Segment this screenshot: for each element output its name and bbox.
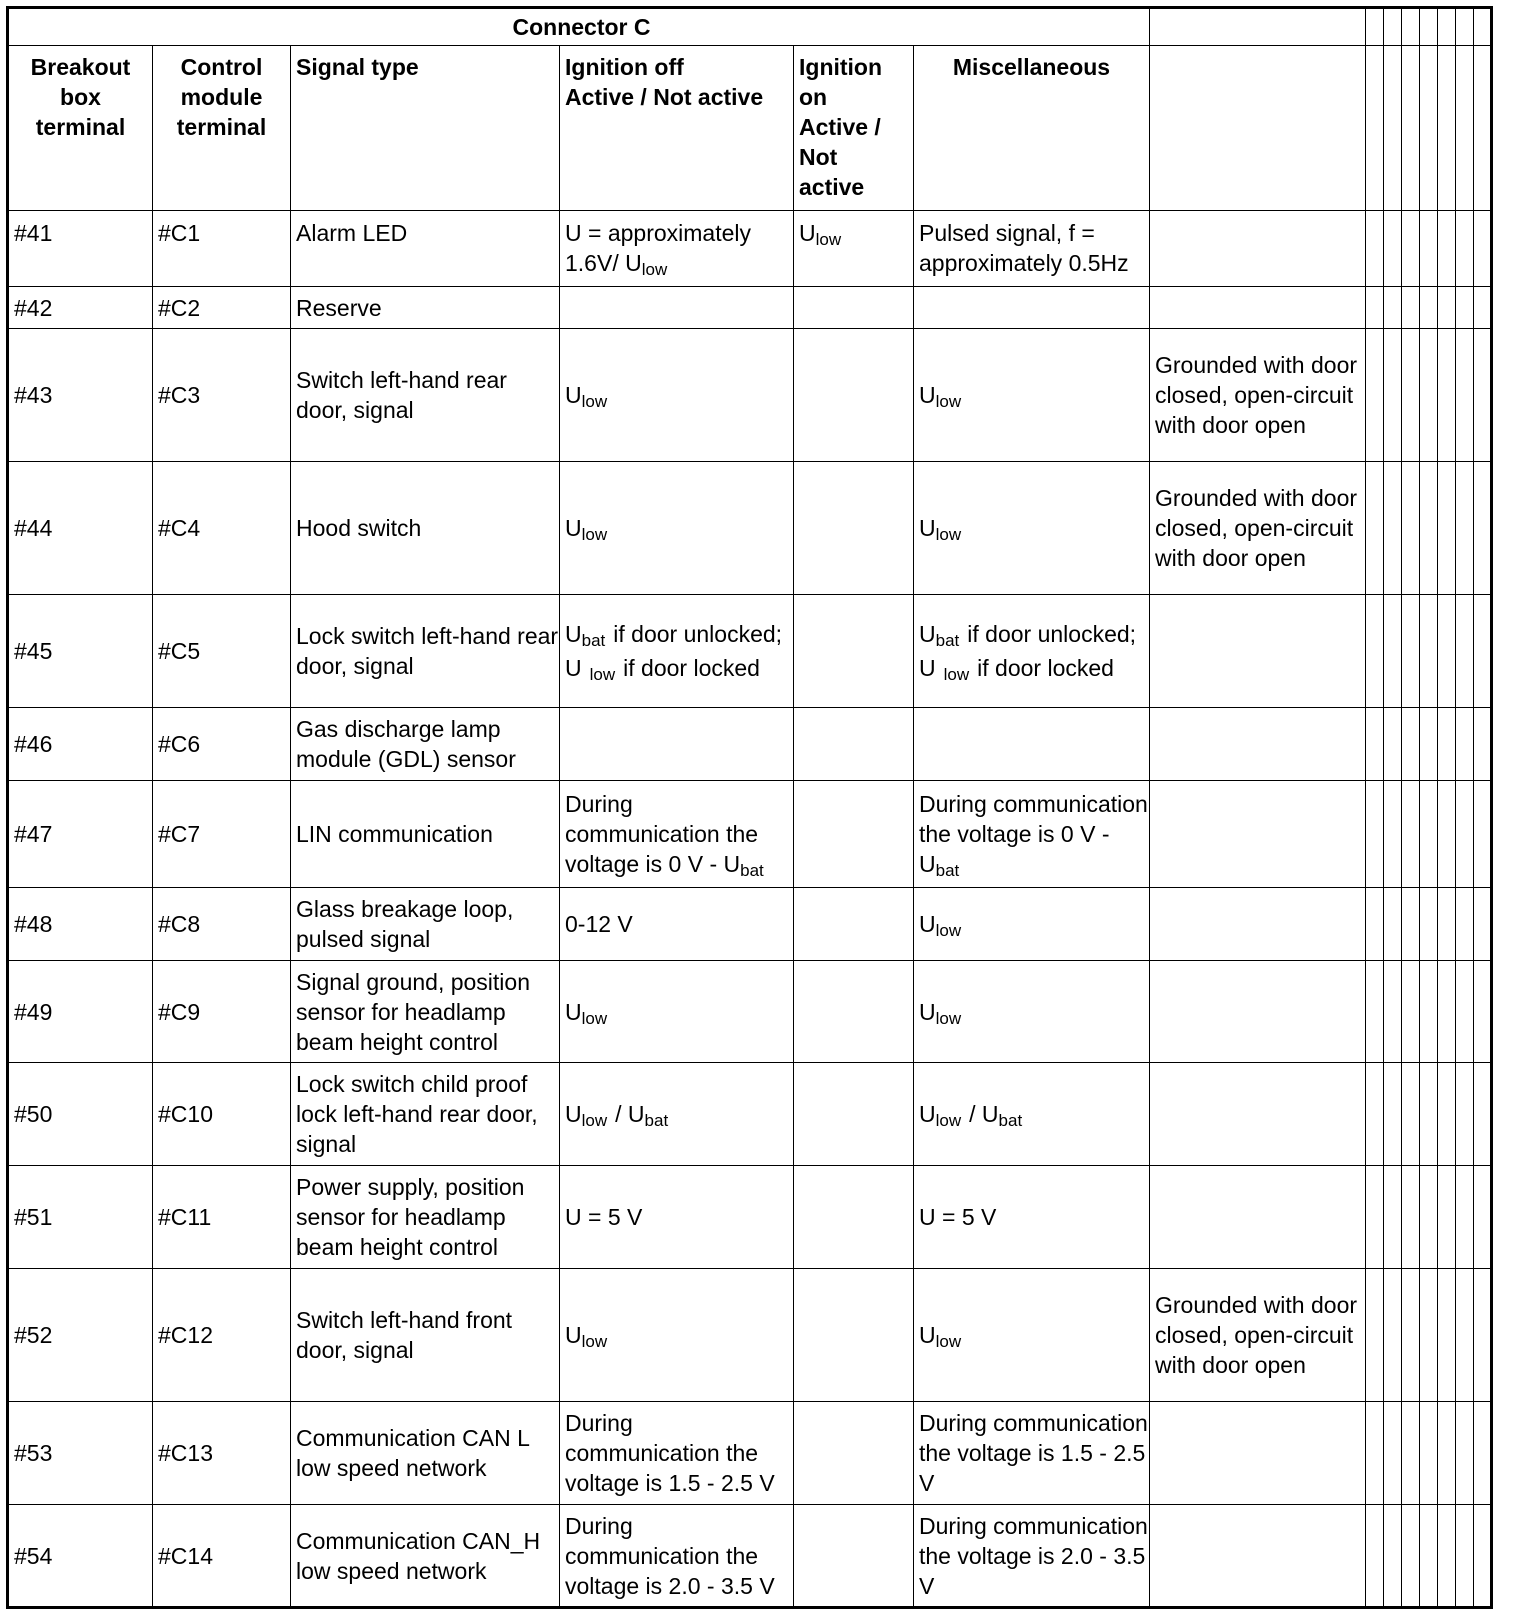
subscript: low xyxy=(581,1332,608,1351)
cell-ignition-on xyxy=(794,1063,914,1166)
value-text: U xyxy=(919,515,936,541)
table-row xyxy=(8,211,1492,287)
cell-signal: Alarm LED xyxy=(291,211,560,287)
empty-cell xyxy=(1384,708,1402,781)
subscript: low xyxy=(581,525,608,544)
cell-breakout: #43 xyxy=(8,329,153,462)
empty-cell xyxy=(1366,1269,1384,1402)
empty-cell xyxy=(1384,211,1402,287)
cell-ignition-off: During communication the voltage is 2.0 - 3.5 V xyxy=(560,1505,794,1608)
empty-cell xyxy=(1366,46,1384,211)
subscript: low xyxy=(935,392,962,411)
subscript: bat xyxy=(935,861,960,880)
empty-cell xyxy=(1438,46,1456,211)
cell-note xyxy=(1150,287,1366,329)
cell-note: Grounded with door closed, open-circuit with door open xyxy=(1150,1269,1366,1402)
cell-ignition-off: 0-12 V xyxy=(560,888,794,961)
empty-cell xyxy=(1402,888,1420,961)
empty-cell xyxy=(1474,287,1492,329)
cell-signal: Communication CAN L low speed network xyxy=(291,1402,560,1505)
empty-cell xyxy=(1384,1063,1402,1166)
empty-cell xyxy=(1402,708,1420,781)
empty-cell xyxy=(1438,1166,1456,1269)
empty-cell xyxy=(1474,708,1492,781)
table-row xyxy=(8,595,1492,708)
empty-cell xyxy=(1438,1063,1456,1166)
empty-cell xyxy=(1420,8,1438,46)
cell-ignition-on xyxy=(794,287,914,329)
cell-note xyxy=(1150,961,1366,1063)
cell-note xyxy=(1150,595,1366,708)
header-breakout xyxy=(8,46,153,211)
cell-breakout: #46 xyxy=(8,708,153,781)
empty-cell xyxy=(1384,1166,1402,1269)
subscript: low xyxy=(581,1008,608,1028)
empty-cell xyxy=(1438,708,1456,781)
empty-cell xyxy=(1456,8,1474,46)
table-title: Connector C xyxy=(8,8,1150,46)
empty-cell xyxy=(1474,1505,1492,1608)
empty-cell xyxy=(1420,1063,1438,1166)
cell-misc xyxy=(914,1063,1150,1166)
empty-cell xyxy=(1456,1166,1474,1269)
empty-cell xyxy=(1402,46,1420,211)
cell-misc xyxy=(914,462,1150,595)
table-row xyxy=(8,888,1492,961)
subscript: low xyxy=(935,1332,962,1351)
cell-ignition-on xyxy=(794,1166,914,1269)
cell-misc xyxy=(914,781,1150,888)
empty-cell xyxy=(1420,211,1438,287)
subscript: low xyxy=(581,1111,608,1130)
cell-control: #C10 xyxy=(153,1063,291,1166)
header-text: Active / xyxy=(799,114,881,140)
subscript: low xyxy=(815,230,842,249)
empty-cell xyxy=(1402,595,1420,708)
empty-cell xyxy=(1420,708,1438,781)
empty-cell xyxy=(1402,1505,1420,1608)
empty-cell xyxy=(1474,595,1492,708)
header-miscellaneous: Miscellaneous xyxy=(914,46,1150,211)
cell-control: #C14 xyxy=(153,1505,291,1608)
title-row xyxy=(8,8,1492,46)
table-row xyxy=(8,781,1492,888)
empty-cell xyxy=(1366,211,1384,287)
value-text: U xyxy=(565,621,582,647)
header-ignition-off xyxy=(560,46,794,211)
empty-cell xyxy=(1456,1269,1474,1402)
value-text: / U xyxy=(615,1101,645,1127)
cell-control: #C13 xyxy=(153,1402,291,1505)
empty-cell xyxy=(1474,1166,1492,1269)
empty-cell xyxy=(1456,781,1474,888)
cell-control: #C3 xyxy=(153,329,291,462)
cell-note xyxy=(1150,1063,1366,1166)
cell-note xyxy=(1150,1505,1366,1608)
cell-signal: Glass breakage loop, pulsed signal xyxy=(291,888,560,961)
empty-cell xyxy=(1438,211,1456,287)
empty-cell xyxy=(1384,781,1402,888)
cell-note xyxy=(1150,708,1366,781)
cell-breakout: #52 xyxy=(8,1269,153,1402)
value-text: During communication the voltage is 0 V - U xyxy=(919,791,1148,877)
empty-cell xyxy=(1474,888,1492,961)
empty-cell xyxy=(1438,961,1456,1063)
header-row xyxy=(8,46,1492,211)
cell-ignition-on xyxy=(794,595,914,708)
cell-signal: Power supply, position sensor for headlamp beam height control xyxy=(291,1166,560,1269)
empty-cell xyxy=(1456,708,1474,781)
table-row xyxy=(8,1402,1492,1505)
cell-ignition-on xyxy=(794,1505,914,1608)
header-text: active xyxy=(799,174,865,200)
cell-control: #C11 xyxy=(153,1166,291,1269)
header-text: Control xyxy=(180,54,263,80)
empty-cell xyxy=(1420,46,1438,211)
empty-cell xyxy=(1474,1269,1492,1402)
subscript: low xyxy=(581,392,608,411)
empty-cell xyxy=(1384,961,1402,1063)
cell-breakout: #50 xyxy=(8,1063,153,1166)
empty-cell xyxy=(1456,888,1474,961)
header-ignition-on xyxy=(794,46,914,211)
cell-ignition-on xyxy=(794,781,914,888)
value-text: U xyxy=(565,998,582,1025)
empty-cell xyxy=(1456,46,1474,211)
subscript: low xyxy=(935,1111,962,1130)
header-text: box xyxy=(60,84,101,110)
value-text: U xyxy=(919,998,936,1025)
cell-breakout: #48 xyxy=(8,888,153,961)
cell-control: #C4 xyxy=(153,462,291,595)
empty-cell xyxy=(1366,8,1384,46)
empty-cell xyxy=(1420,462,1438,595)
empty-cell xyxy=(1438,1402,1456,1505)
empty-cell xyxy=(1420,595,1438,708)
cell-control: #C5 xyxy=(153,595,291,708)
empty-cell xyxy=(1384,1402,1402,1505)
cell-ignition-off xyxy=(560,961,794,1063)
empty-cell xyxy=(1456,595,1474,708)
value-text: U xyxy=(799,220,816,246)
empty-cell xyxy=(1402,8,1420,46)
empty-cell xyxy=(1438,1269,1456,1402)
value-text: if door locked xyxy=(977,655,1114,681)
value-text: U xyxy=(919,1322,936,1348)
empty-cell xyxy=(1474,211,1492,287)
subscript: bat xyxy=(935,631,960,650)
cell-note xyxy=(1150,888,1366,961)
empty-cell xyxy=(1384,1505,1402,1608)
empty-cell xyxy=(1402,1269,1420,1402)
cell-signal: Switch left-hand front door, signal xyxy=(291,1269,560,1402)
subscript: low xyxy=(935,921,962,940)
value-text: U xyxy=(565,382,582,408)
subscript: low xyxy=(943,665,970,684)
empty-cell xyxy=(1456,462,1474,595)
empty-cell xyxy=(1402,462,1420,595)
cell-ignition-off xyxy=(560,462,794,595)
cell-breakout: #49 xyxy=(8,961,153,1063)
empty-cell xyxy=(1402,781,1420,888)
header-text: Not xyxy=(799,144,838,170)
table-row xyxy=(8,708,1492,781)
empty-cell xyxy=(1438,781,1456,888)
empty-cell xyxy=(1474,1402,1492,1505)
cell-control: #C2 xyxy=(153,287,291,329)
empty-cell xyxy=(1384,46,1402,211)
cell-ignition-on xyxy=(794,1402,914,1505)
cell-ignition-on xyxy=(794,1269,914,1402)
subscript: bat xyxy=(998,1111,1023,1130)
connector-c-table xyxy=(6,6,1493,1609)
cell-ignition-off xyxy=(560,287,794,329)
cell-misc xyxy=(914,708,1150,781)
value-text: U xyxy=(919,621,936,647)
empty-cell xyxy=(1420,888,1438,961)
cell-breakout: #53 xyxy=(8,1402,153,1505)
subscript: bat xyxy=(644,1111,669,1130)
subscript: bat xyxy=(581,631,606,650)
cell-ignition-off xyxy=(560,1269,794,1402)
cell-breakout: #45 xyxy=(8,595,153,708)
empty-cell xyxy=(1402,329,1420,462)
cell-breakout: #51 xyxy=(8,1166,153,1269)
cell-breakout: #54 xyxy=(8,1505,153,1608)
empty-cell xyxy=(1384,595,1402,708)
cell-ignition-off xyxy=(560,211,794,287)
cell-control: #C1 xyxy=(153,211,291,287)
empty-cell xyxy=(1366,1063,1384,1166)
value-text: if door unlocked; U xyxy=(919,621,1137,681)
subscript: low xyxy=(589,665,616,684)
empty-cell xyxy=(1366,595,1384,708)
cell-ignition-off xyxy=(560,781,794,888)
value-text: if door unlocked; U xyxy=(565,621,783,681)
empty-cell xyxy=(1474,329,1492,462)
table-row xyxy=(8,961,1492,1063)
empty-cell xyxy=(1366,781,1384,888)
value-text: U xyxy=(919,1101,936,1127)
cell-ignition-on xyxy=(794,888,914,961)
cell-signal: Lock switch left-hand rear door, signal xyxy=(291,595,560,708)
cell-control: #C12 xyxy=(153,1269,291,1402)
empty-cell xyxy=(1384,888,1402,961)
empty-cell xyxy=(1384,329,1402,462)
header-text: terminal xyxy=(35,114,126,140)
cell-breakout: #41 xyxy=(8,211,153,287)
empty-cell xyxy=(1150,8,1366,46)
header-text: Ignition xyxy=(799,54,883,80)
table-row xyxy=(8,1166,1492,1269)
empty-cell xyxy=(1474,462,1492,595)
cell-signal: Signal ground, position sensor for headlamp beam height control xyxy=(291,961,560,1063)
empty-cell xyxy=(1366,462,1384,595)
cell-misc xyxy=(914,961,1150,1063)
cell-ignition-off xyxy=(560,708,794,781)
empty-cell xyxy=(1456,1505,1474,1608)
empty-cell xyxy=(1420,1402,1438,1505)
empty-cell xyxy=(1366,888,1384,961)
empty-cell xyxy=(1456,287,1474,329)
header-text: Breakout xyxy=(30,54,131,80)
cell-signal: Communication CAN_H low speed network xyxy=(291,1505,560,1608)
cell-ignition-off xyxy=(560,595,794,708)
empty-cell xyxy=(1420,287,1438,329)
cell-note: Grounded with door closed, open-circuit with door open xyxy=(1150,329,1366,462)
cell-misc xyxy=(914,888,1150,961)
cell-note xyxy=(1150,1402,1366,1505)
table-row xyxy=(8,329,1492,462)
header-signal: Signal type xyxy=(291,46,560,211)
empty-cell xyxy=(1474,8,1492,46)
cell-ignition-off xyxy=(560,1063,794,1166)
empty-cell xyxy=(1402,211,1420,287)
empty-cell xyxy=(1402,1063,1420,1166)
cell-misc xyxy=(914,329,1150,462)
cell-signal: Switch left-hand rear door, signal xyxy=(291,329,560,462)
cell-note xyxy=(1150,1166,1366,1269)
empty-cell xyxy=(1456,1402,1474,1505)
cell-ignition-off xyxy=(560,329,794,462)
empty-cell xyxy=(1438,287,1456,329)
header-text: Ignition off xyxy=(565,54,684,80)
empty-cell xyxy=(1366,708,1384,781)
empty-cell xyxy=(1366,1505,1384,1608)
header-text: Active / Not active xyxy=(565,84,764,110)
empty-cell xyxy=(1438,1505,1456,1608)
empty-cell xyxy=(1366,961,1384,1063)
value-text: U xyxy=(565,515,582,541)
cell-misc: During communication the voltage is 2.0 - 3.5 V xyxy=(914,1505,1150,1608)
cell-control: #C8 xyxy=(153,888,291,961)
cell-misc: Pulsed signal, f = approximately 0.5Hz xyxy=(914,211,1150,287)
empty-cell xyxy=(1366,1402,1384,1505)
cell-control: #C9 xyxy=(153,961,291,1063)
empty-cell xyxy=(1402,287,1420,329)
cell-misc xyxy=(914,287,1150,329)
empty-cell xyxy=(1420,1269,1438,1402)
value-text: / U xyxy=(969,1101,999,1127)
value-text: U xyxy=(565,1101,582,1127)
table-row xyxy=(8,1063,1492,1166)
header-text: module xyxy=(180,84,263,110)
empty-cell xyxy=(1438,8,1456,46)
empty-cell xyxy=(1420,329,1438,462)
cell-control: #C6 xyxy=(153,708,291,781)
value-text: U = approximately 1.6V/ U xyxy=(565,220,751,276)
empty-cell xyxy=(1438,595,1456,708)
subscript: low xyxy=(641,260,668,279)
cell-ignition-on xyxy=(794,329,914,462)
cell-control: #C7 xyxy=(153,781,291,888)
empty-cell xyxy=(1150,46,1366,211)
empty-cell xyxy=(1366,287,1384,329)
cell-ignition-off: U = 5 V xyxy=(560,1166,794,1269)
empty-cell xyxy=(1438,888,1456,961)
cell-signal: Hood switch xyxy=(291,462,560,595)
empty-cell xyxy=(1366,329,1384,462)
cell-note xyxy=(1150,781,1366,888)
empty-cell xyxy=(1420,1505,1438,1608)
cell-ignition-on xyxy=(794,462,914,595)
empty-cell xyxy=(1420,781,1438,888)
table-row xyxy=(8,462,1492,595)
empty-cell xyxy=(1474,961,1492,1063)
empty-cell xyxy=(1366,1166,1384,1269)
cell-misc xyxy=(914,1269,1150,1402)
empty-cell xyxy=(1402,961,1420,1063)
empty-cell xyxy=(1384,287,1402,329)
empty-cell xyxy=(1438,462,1456,595)
empty-cell xyxy=(1438,329,1456,462)
cell-signal: LIN communication xyxy=(291,781,560,888)
header-text: terminal xyxy=(176,114,267,140)
empty-cell xyxy=(1456,211,1474,287)
empty-cell xyxy=(1402,1402,1420,1505)
value-text: During communication the voltage is 0 V - U xyxy=(565,791,759,877)
value-text: U xyxy=(919,911,936,937)
cell-signal: Gas discharge lamp module (GDL) sensor xyxy=(291,708,560,781)
cell-misc: U = 5 V xyxy=(914,1166,1150,1269)
cell-misc: During communication the voltage is 1.5 - 2.5 V xyxy=(914,1402,1150,1505)
empty-cell xyxy=(1474,781,1492,888)
empty-cell xyxy=(1384,462,1402,595)
cell-ignition-on xyxy=(794,211,914,287)
cell-breakout: #42 xyxy=(8,287,153,329)
empty-cell xyxy=(1384,8,1402,46)
connector-table-wrapper xyxy=(6,6,1493,1609)
header-text: on xyxy=(799,84,828,110)
cell-misc xyxy=(914,595,1150,708)
empty-cell xyxy=(1456,1063,1474,1166)
header-control xyxy=(153,46,291,211)
subscript: low xyxy=(935,1008,962,1028)
cell-ignition-on xyxy=(794,708,914,781)
cell-breakout: #44 xyxy=(8,462,153,595)
table-row xyxy=(8,287,1492,329)
cell-signal: Lock switch child proof lock left-hand rear door, signal xyxy=(291,1063,560,1166)
cell-ignition-off: During communication the voltage is 1.5 - 2.5 V xyxy=(560,1402,794,1505)
table-row xyxy=(8,1269,1492,1402)
subscript: low xyxy=(935,525,962,544)
subscript: bat xyxy=(740,861,764,880)
value-text: U xyxy=(565,1322,582,1348)
empty-cell xyxy=(1420,1166,1438,1269)
cell-note: Grounded with door closed, open-circuit with door open xyxy=(1150,462,1366,595)
empty-cell xyxy=(1456,961,1474,1063)
cell-ignition-on xyxy=(794,961,914,1063)
cell-signal: Reserve xyxy=(291,287,560,329)
empty-cell xyxy=(1474,1063,1492,1166)
empty-cell xyxy=(1456,329,1474,462)
empty-cell xyxy=(1420,961,1438,1063)
empty-cell xyxy=(1384,1269,1402,1402)
value-text: U xyxy=(919,382,936,408)
value-text: if door locked xyxy=(623,655,760,681)
cell-breakout: #47 xyxy=(8,781,153,888)
table-row xyxy=(8,1505,1492,1608)
empty-cell xyxy=(1474,46,1492,211)
cell-note xyxy=(1150,211,1366,287)
empty-cell xyxy=(1402,1166,1420,1269)
